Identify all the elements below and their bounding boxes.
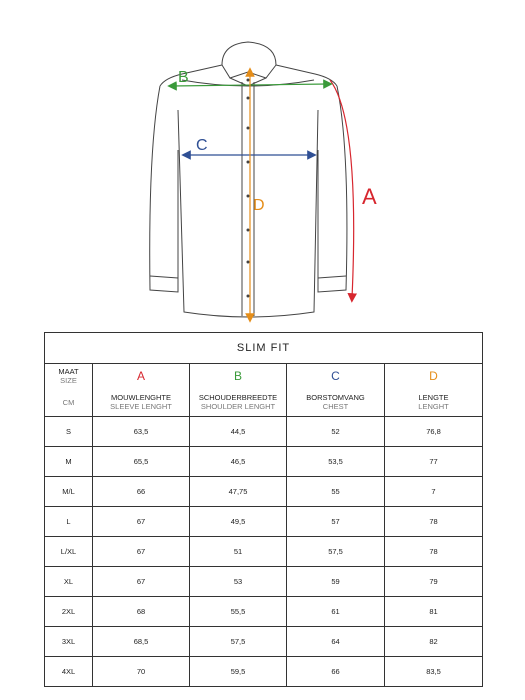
row-size: XL	[45, 567, 93, 597]
cell-a: 63,5	[93, 417, 190, 447]
unit-text: CM	[62, 397, 75, 407]
shirt-diagram	[0, 0, 525, 330]
dim-b-label: B	[178, 69, 189, 86]
shirt-illustration	[0, 0, 525, 330]
cell-a: 65,5	[93, 447, 190, 477]
cell-d: 79	[385, 567, 483, 597]
cell-c: 53,5	[287, 447, 385, 477]
cell-c: 66	[287, 657, 385, 687]
size-header-en: SIZE	[60, 376, 77, 385]
dim-a-arrow	[330, 80, 354, 298]
cell-b: 55,5	[190, 597, 287, 627]
col-letter-a	[93, 364, 190, 389]
cell-d: 78	[385, 537, 483, 567]
row-size: M/L	[45, 477, 93, 507]
dim-d-label: D	[253, 197, 265, 214]
cell-b: 57,5	[190, 627, 287, 657]
cell-c: 55	[287, 477, 385, 507]
cell-a: 70	[93, 657, 190, 687]
cell-d: 7	[385, 477, 483, 507]
cell-c: 61	[287, 597, 385, 627]
cell-c: 64	[287, 627, 385, 657]
row-size: L	[45, 507, 93, 537]
col-letter-d	[385, 364, 483, 389]
cell-b: 47,75	[190, 477, 287, 507]
size-header-nl: MAAT	[58, 367, 79, 376]
col-name-c	[287, 388, 385, 417]
cell-b: 51	[190, 537, 287, 567]
row-size: 4XL	[45, 657, 93, 687]
cell-a: 67	[93, 507, 190, 537]
table-row	[45, 657, 483, 687]
col-letter-d-text: D	[429, 369, 438, 383]
col-name-a-nl: MOUWLENGHTE	[111, 393, 171, 402]
table-row	[45, 477, 483, 507]
table-row	[45, 507, 483, 537]
col-letter-b	[190, 364, 287, 389]
col-letter-b-text: B	[233, 369, 242, 383]
cell-b: 49,5	[190, 507, 287, 537]
col-name-a-en: SLEEVE LENGHT	[110, 402, 172, 411]
cell-b: 46,5	[190, 447, 287, 477]
col-name-d-nl: LENGTE	[418, 393, 449, 402]
unit-header	[45, 388, 93, 417]
cell-c: 57,5	[287, 537, 385, 567]
cell-d: 81	[385, 597, 483, 627]
cell-d: 78	[385, 507, 483, 537]
col-name-a	[93, 388, 190, 417]
cell-d: 76,8	[385, 417, 483, 447]
table-title: SLIM FIT	[45, 333, 483, 364]
row-size: S	[45, 417, 93, 447]
cell-d: 77	[385, 447, 483, 477]
row-size: M	[45, 447, 93, 477]
cell-a: 68,5	[93, 627, 190, 657]
col-name-d	[385, 388, 483, 417]
col-name-d-en: LENGHT	[418, 402, 449, 411]
shirt-buttons	[247, 79, 250, 298]
dim-a-label: A	[362, 184, 377, 209]
col-letter-c	[287, 364, 385, 389]
row-size: L/XL	[45, 537, 93, 567]
table-row	[45, 417, 483, 447]
cell-a: 68	[93, 597, 190, 627]
cell-c: 57	[287, 507, 385, 537]
table-row	[45, 567, 483, 597]
col-name-b	[190, 388, 287, 417]
cell-c: 59	[287, 567, 385, 597]
table-row	[45, 627, 483, 657]
table-row	[45, 537, 483, 567]
cell-c: 52	[287, 417, 385, 447]
col-name-b-en: SHOULDER LENGHT	[200, 402, 276, 411]
cell-a: 67	[93, 567, 190, 597]
cell-b: 59,5	[190, 657, 287, 687]
dim-c-label: C	[196, 137, 208, 154]
col-letter-a-text: A	[136, 369, 145, 383]
col-letter-c-text: C	[331, 369, 340, 383]
cell-a: 66	[93, 477, 190, 507]
cell-b: 44,5	[190, 417, 287, 447]
cell-d: 82	[385, 627, 483, 657]
size-header	[45, 364, 93, 389]
table-row	[45, 597, 483, 627]
col-name-b-nl: SCHOUDERBREEDTE	[198, 393, 278, 402]
col-name-c-en: CHEST	[322, 402, 349, 411]
table-row	[45, 447, 483, 477]
row-size: 3XL	[45, 627, 93, 657]
cell-d: 83,5	[385, 657, 483, 687]
col-name-c-nl: BORSTOMVANG	[306, 393, 365, 402]
cell-b: 53	[190, 567, 287, 597]
row-size: 2XL	[45, 597, 93, 627]
size-chart-table	[44, 332, 483, 687]
cell-a: 67	[93, 537, 190, 567]
